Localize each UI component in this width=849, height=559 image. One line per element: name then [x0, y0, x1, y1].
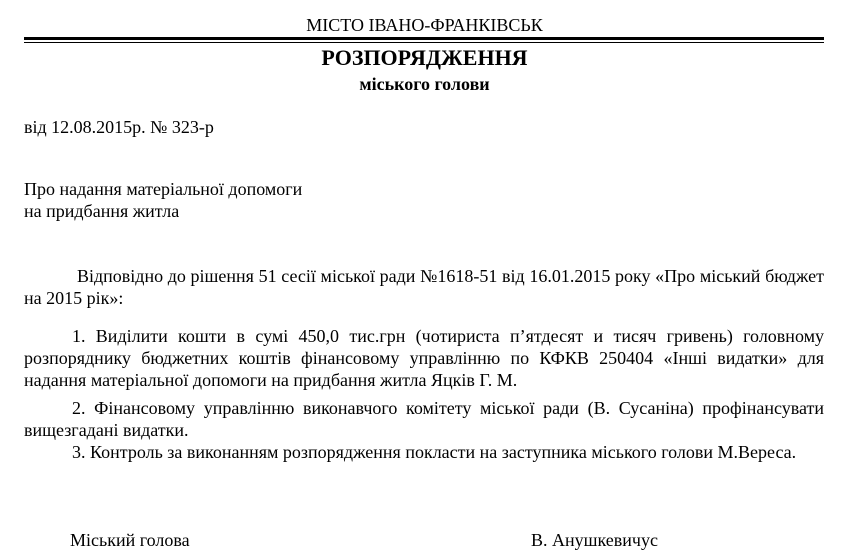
subject-line-1: Про надання матеріальної допомоги [24, 179, 303, 199]
date-and-number: від 12.08.2015р. № 323-р [24, 117, 214, 137]
signatory-name: В. Анушкевичус [531, 530, 658, 550]
city-name: МІСТО ІВАНО-ФРАНКІВСЬК [306, 15, 543, 35]
subject-line-2: на придбання житла [24, 201, 180, 221]
document-subtitle: міського голови [359, 74, 490, 94]
header-rule-thin [24, 42, 824, 43]
intro-paragraph: Відповідно до рішення 51 сесії міської ради №1618-51 від 16.01.2015 року «Про міський бюджет на 2015 рік»: [24, 266, 824, 308]
document-title: РОЗПОРЯДЖЕННЯ [321, 45, 528, 70]
order-item-3: 3. Контроль за виконанням розпорядження покласти на заступника міського голови М.Вереса. [72, 442, 797, 462]
signatory-position: Міський голова [70, 530, 190, 550]
order-item-2: 2. Фінансовому управлінню виконавчого комітету міської ради (В. Сусаніна) профінансувати вищезгадані видатки. [24, 398, 824, 440]
header-rule-thick [24, 37, 824, 40]
order-item-1: 1. Виділити кошти в сумі 450,0 тис.грн (чотириста п’ятдесят и тисяч гривень) головному розпоряднику бюджетних коштів фінансовому управлінню по КФКВ 250404 «Інші видатки» для надання матеріальної допомоги на придбання житла Яцків Г. М. [24, 326, 824, 390]
